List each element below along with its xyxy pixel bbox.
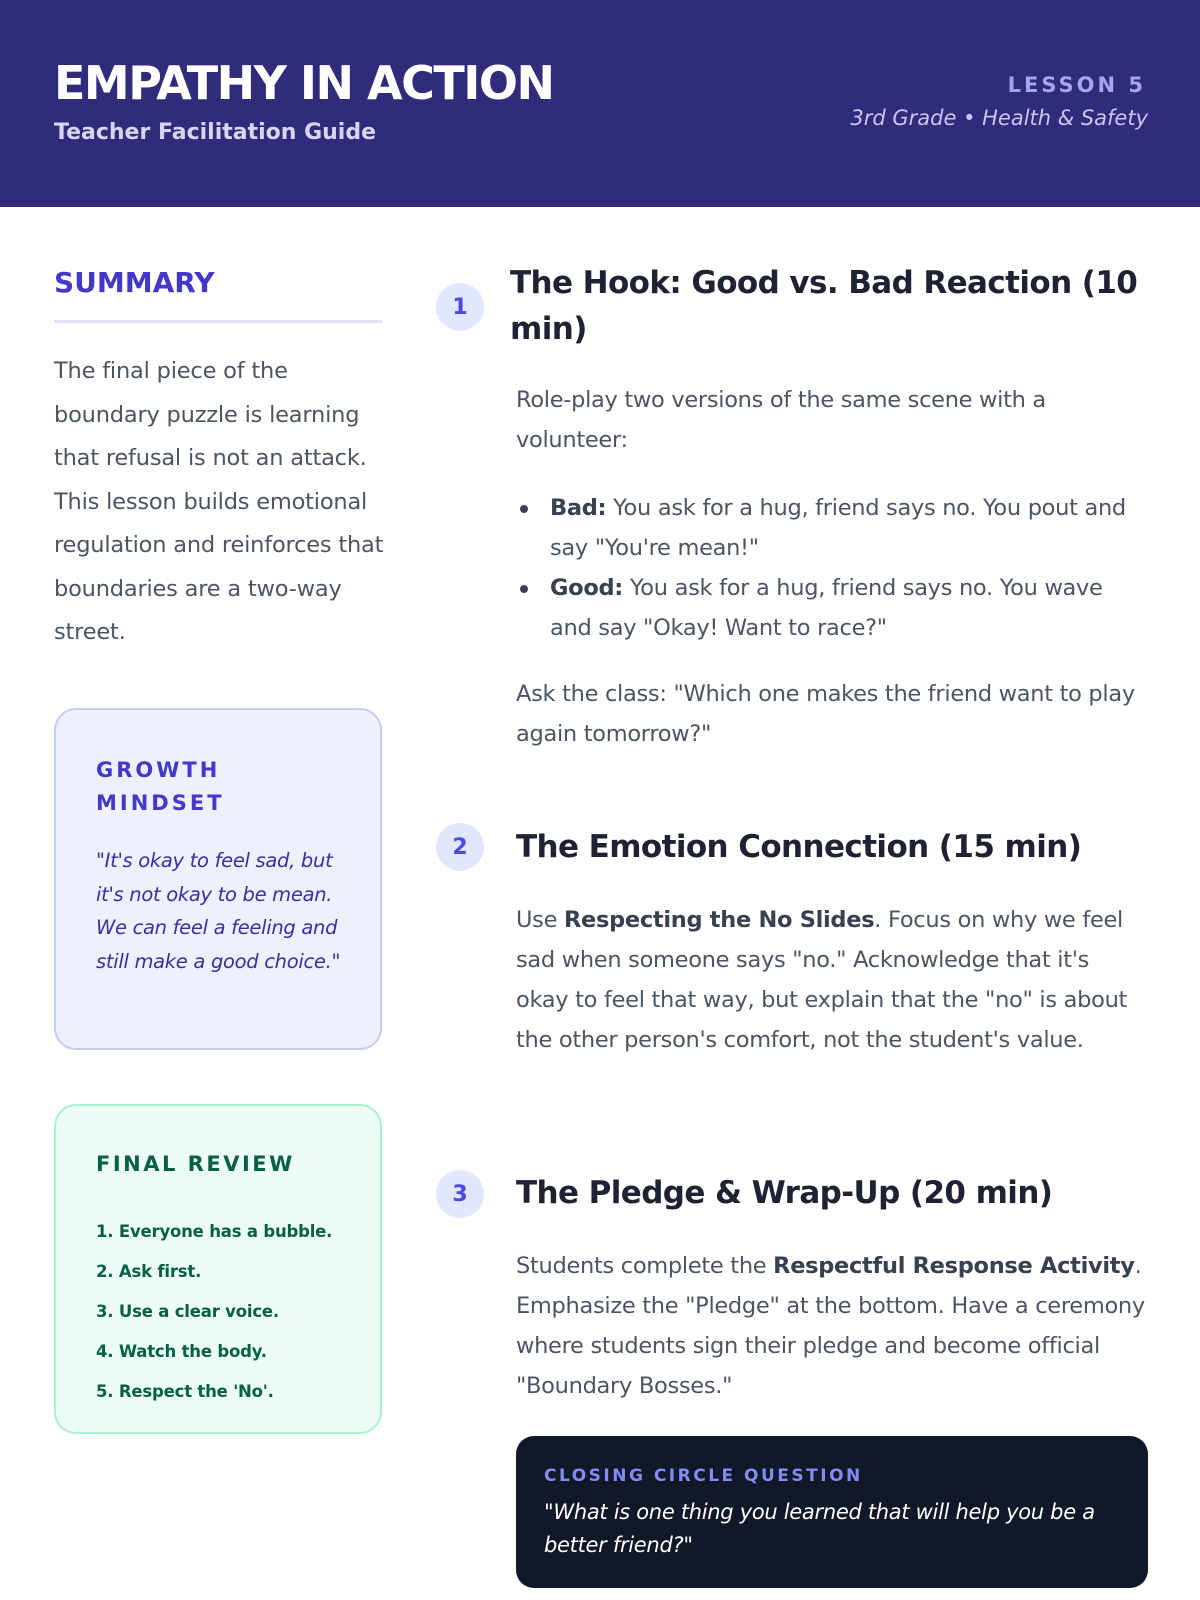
step-2-body-bold: Respecting the No Slides (564, 907, 875, 933)
page-header (0, 0, 1200, 207)
final-review-item: 2. Ask first. (96, 1262, 202, 1281)
final-review-item: 3. Use a clear voice. (96, 1302, 279, 1321)
bullet-label: Good: (550, 575, 623, 601)
step-3-title: The Pledge & Wrap-Up (20 min) (516, 1175, 1053, 1211)
summary-divider (54, 320, 382, 323)
step-3-body-pre: Students complete the (516, 1253, 774, 1279)
bullet-text: You ask for a hug, friend says no. You pout and say "You're mean!" (550, 495, 1126, 561)
summary-text: The final piece of the boundary puzzle is learning that refusal is not an attack. This lesson builds emotional regulation and reinforces that boundaries are a two-way street. (54, 358, 384, 645)
final-review-list (96, 1212, 376, 1412)
step-2-body-pre: Use (516, 907, 564, 933)
step-2-body-post: . Focus on why we feel sad when someone says "no." Acknowledge that it's okay to feel that way, but explain that the "no" is about the other person's comfort, not the student's value. (516, 907, 1128, 1053)
step-3-body-post: . Emphasize the "Pledge" at the bottom. Have a ceremony where students sign their pledge and become official "Boundary Bosses." (516, 1253, 1145, 1399)
closing-question-card (516, 1436, 1148, 1588)
bullet-item (516, 568, 1146, 648)
summary-heading: SUMMARY (54, 266, 215, 299)
step-2-badge: 2 (436, 823, 484, 871)
growth-mindset-card (54, 708, 382, 1050)
final-review-item: 5. Respect the 'No'. (96, 1382, 274, 1401)
final-review-item: 1. Everyone has a bubble. (96, 1222, 333, 1241)
step-2-title: The Emotion Connection (15 min) (516, 829, 1082, 865)
bullet-item (516, 488, 1146, 568)
lesson-number: LESSON 5 (1007, 73, 1146, 97)
growth-mindset-quote: "It's okay to feel sad, but it's not okay to be mean. We can feel a feeling and still make a good choice." (96, 849, 341, 973)
final-review-title: FINAL REVIEW (96, 1152, 295, 1176)
step-3-body (516, 1246, 1146, 1406)
step-1-title: The Hook: Good vs. Bad Reaction (10 min) (510, 265, 1138, 347)
bullet-text: You ask for a hug, friend says no. You wave and say "Okay! Want to race?" (550, 575, 1103, 641)
final-review-item: 4. Watch the body. (96, 1342, 267, 1361)
step-2-body (516, 900, 1128, 1060)
page-subtitle: Teacher Facilitation Guide (54, 120, 377, 145)
page-title: EMPATHY IN ACTION (54, 56, 554, 110)
step-3-body-bold: Respectful Response Activity (773, 1253, 1135, 1279)
step-1-bullets (516, 488, 1146, 648)
closing-question-text: "What is one thing you learned that will help you be a better friend?" (544, 1500, 1095, 1557)
bullet-label: Bad: (550, 495, 607, 521)
step-1-intro: Role-play two versions of the same scene with a volunteer: (516, 387, 1046, 453)
step-1-outro: Ask the class: "Which one makes the friend want to play again tomorrow?" (516, 681, 1135, 747)
closing-question-label: CLOSING CIRCLE QUESTION (544, 1466, 863, 1486)
final-review-card (54, 1104, 382, 1434)
step-1-badge: 1 (436, 283, 484, 331)
step-3-badge: 3 (436, 1170, 484, 1218)
growth-mindset-title: GROWTH MINDSET (96, 758, 225, 815)
grade-topic: 3rd Grade • Health & Safety (850, 106, 1148, 130)
